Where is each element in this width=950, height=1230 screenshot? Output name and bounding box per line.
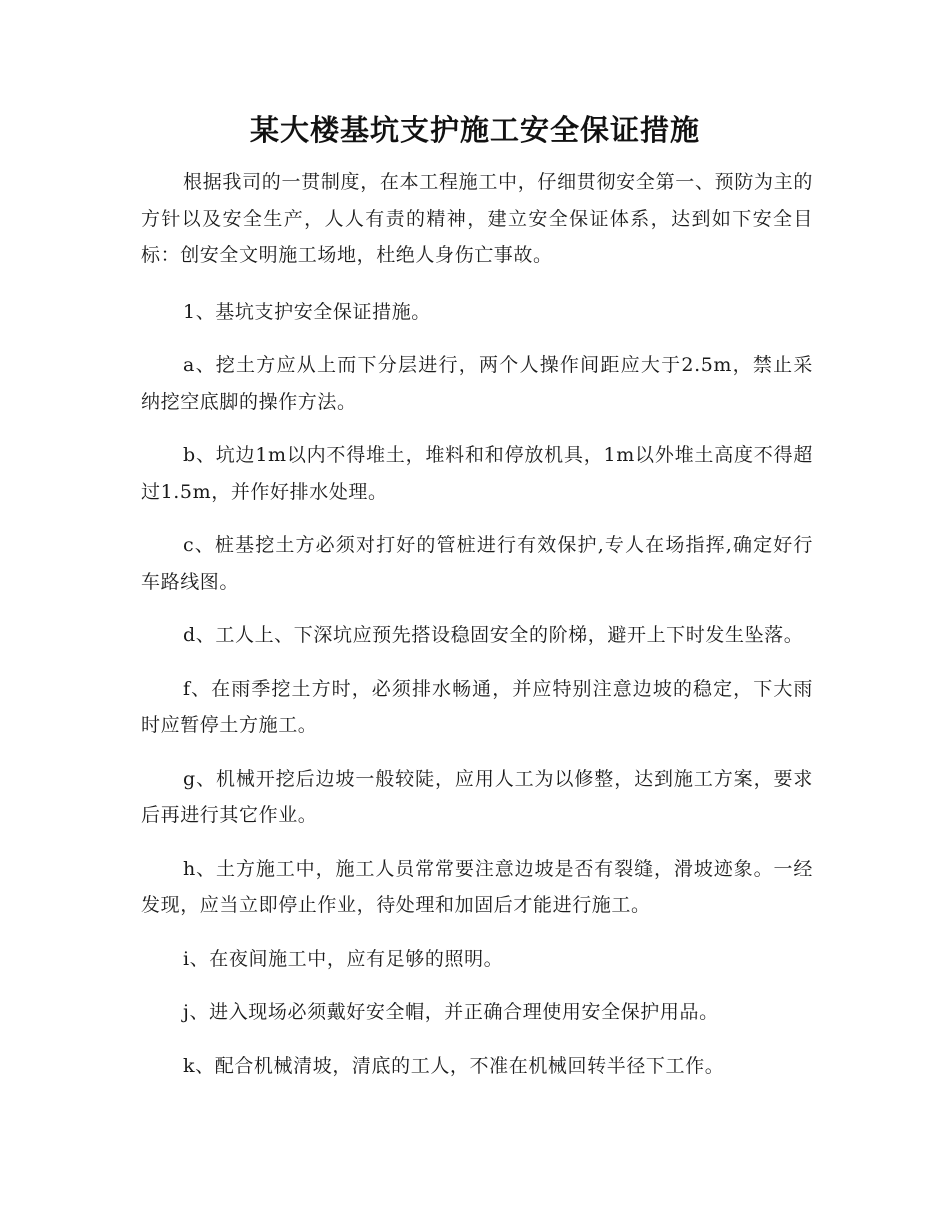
measure-item-k: k、配合机械清坡，清底的工人，不准在机械回转半径下工作。 <box>183 1054 725 1077</box>
measure-item-a: a、挖土方应从上而下分层进行，两个人操作间距应大于2.5m，禁止采纳挖空底脚的操作方法。 <box>141 354 813 413</box>
intro-paragraph: 根据我司的一贯制度，在本工程施工中，仔细贯彻安全第一、预防为主的方针以及安全生产，人人有责的精神，建立安全保证体系，达到如下安全目标：创安全文明施工场地，杜绝人身伤亡事故。 <box>141 171 813 266</box>
section-heading: 1、基坑支护安全保证措施。 <box>183 300 431 323</box>
measure-item-f: f、在雨季挖土方时，必须排水畅通，并应特别注意边坡的稳定，下大雨时应暂停土方施工。 <box>141 677 813 736</box>
measure-item-h: h、土方施工中，施工人员常常要注意边坡是否有裂缝，滑坡迹象。一经发现，应当立即停止作业，待处理和加固后才能进行施工。 <box>141 857 813 916</box>
measure-item-g: g、机械开挖后边坡一般较陡，应用人工为以修整，达到施工方案，要求后再进行其它作业。 <box>141 767 813 826</box>
measure-item-j: j、进入现场必须戴好安全帽，并正确合理使用安全保护用品。 <box>183 1001 719 1023</box>
document-title: 某大楼基坑支护施工安全保证措施 <box>249 113 700 147</box>
document-body <box>141 164 813 1101</box>
measure-item-b: b、坑边1m以内不得堆土，堆料和和停放机具，1m以外堆土高度不得超过1.5m，并作好排水处理。 <box>141 444 813 503</box>
measure-item-d: d、工人上、下深坑应预先搭设稳固安全的阶梯，避开上下时发生坠落。 <box>183 624 804 646</box>
measure-item-c: c、桩基挖土方必须对打好的管桩进行有效保护,专人在场指挥,确定好行车路线图。 <box>141 534 813 593</box>
measure-item-i: i、在夜间施工中，应有足够的照明。 <box>183 947 504 970</box>
